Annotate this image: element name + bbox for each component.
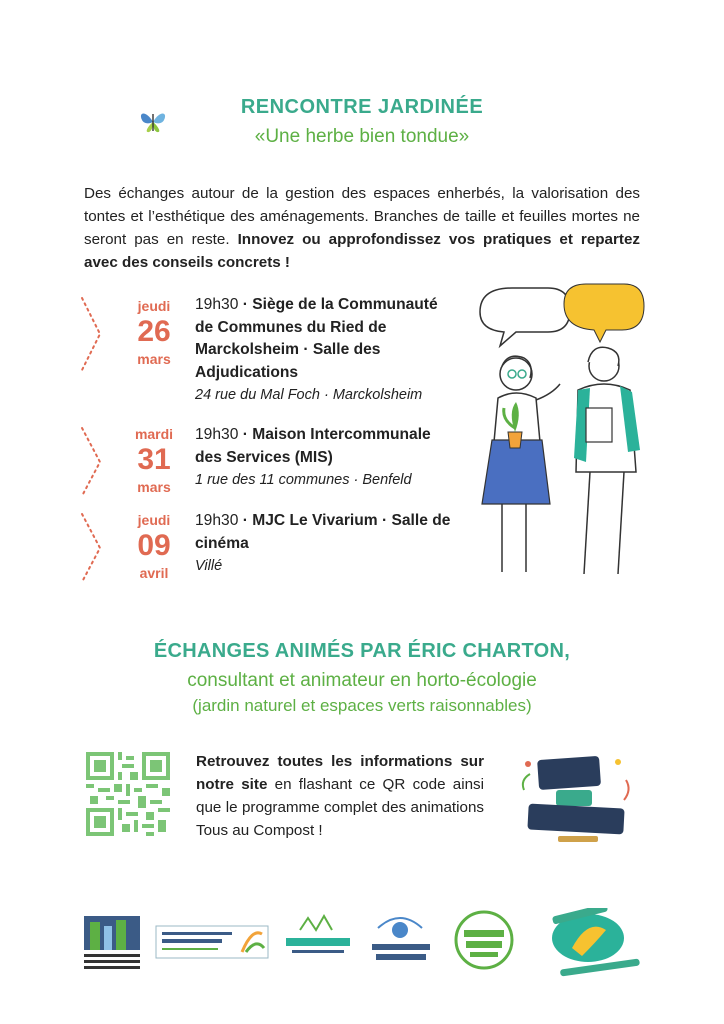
event-date-number: 31 bbox=[137, 443, 171, 476]
event-address: 1 rue des 11 communes · Benfeld bbox=[195, 472, 412, 488]
logo-ried-marckolsheim bbox=[156, 926, 268, 958]
event-time: 19h30 bbox=[195, 512, 239, 529]
partner-logos bbox=[82, 908, 642, 978]
logo-vallee-de-ville bbox=[286, 916, 350, 953]
event-info bbox=[195, 424, 455, 492]
event-place: · Maison Intercommunale des Services (MIS) bbox=[195, 426, 431, 466]
chevron-decoration-icon bbox=[78, 296, 104, 372]
people-illustration bbox=[478, 282, 650, 582]
chevron-decoration-icon bbox=[78, 512, 104, 584]
event-place: · MJC Le Vivarium · Salle de cinéma bbox=[195, 512, 451, 552]
intro-bold: Innovez ou approfondissez vos pratiques et repartez avec des conseils concrets ! bbox=[84, 231, 641, 271]
event-day: mardi bbox=[134, 426, 174, 442]
event-info bbox=[195, 510, 455, 578]
logo-smictom bbox=[552, 908, 640, 977]
chevron-decoration-icon bbox=[78, 426, 104, 498]
event-day: jeudi bbox=[137, 512, 171, 528]
event-info bbox=[195, 294, 455, 407]
event-date-number: 09 bbox=[137, 529, 171, 562]
event-time: 19h30 bbox=[195, 426, 239, 443]
event-month: mars bbox=[137, 351, 171, 367]
page-title: RENCONTRE JARDINÉE bbox=[240, 96, 484, 118]
animator-role: consultant et animateur en horto-écologie bbox=[187, 670, 537, 691]
logo-transition-ecologique bbox=[372, 918, 430, 960]
event-date-number: 26 bbox=[137, 315, 171, 348]
intro-paragraph bbox=[84, 182, 640, 274]
event-address: 24 rue du Mal Foch · Marckolsheim bbox=[195, 387, 423, 403]
qr-code[interactable] bbox=[86, 752, 170, 836]
animator-specialty: (jardin naturel et espaces verts raisonnables) bbox=[192, 696, 532, 715]
intro-text: Des échanges autour de la gestion des espaces enherbés, la valorisation des tontes et l’esthétique des aménagements. Branches de taille et feuilles mortes ne seront pas en reste. bbox=[84, 185, 640, 248]
event-address: Villé bbox=[195, 558, 223, 574]
qr-description-bold: Retrouvez toutes les informations sur notre site bbox=[196, 753, 484, 793]
event-month: mars bbox=[137, 479, 171, 495]
event-time: 19h30 bbox=[195, 296, 239, 313]
event-day: jeudi bbox=[137, 298, 171, 314]
logo-zero-dechet bbox=[456, 912, 512, 968]
event-place: · Siège de la Communauté de Communes du Ried de Marckolsheim · Salle des Adjudications bbox=[195, 296, 438, 381]
page-subtitle: «Une herbe bien tondue» bbox=[254, 126, 470, 147]
qr-description-text: en flashant ce QR code ainsi que le programme complet des animations Tous au Compost ! bbox=[196, 776, 485, 839]
tous-au-compost-logo bbox=[518, 750, 634, 850]
logo-canton-erstein bbox=[84, 916, 140, 969]
qr-description bbox=[196, 750, 484, 842]
animator-heading: ÉCHANGES ANIMÉS PAR ÉRIC CHARTON, bbox=[153, 640, 571, 662]
event-month: avril bbox=[139, 565, 169, 581]
